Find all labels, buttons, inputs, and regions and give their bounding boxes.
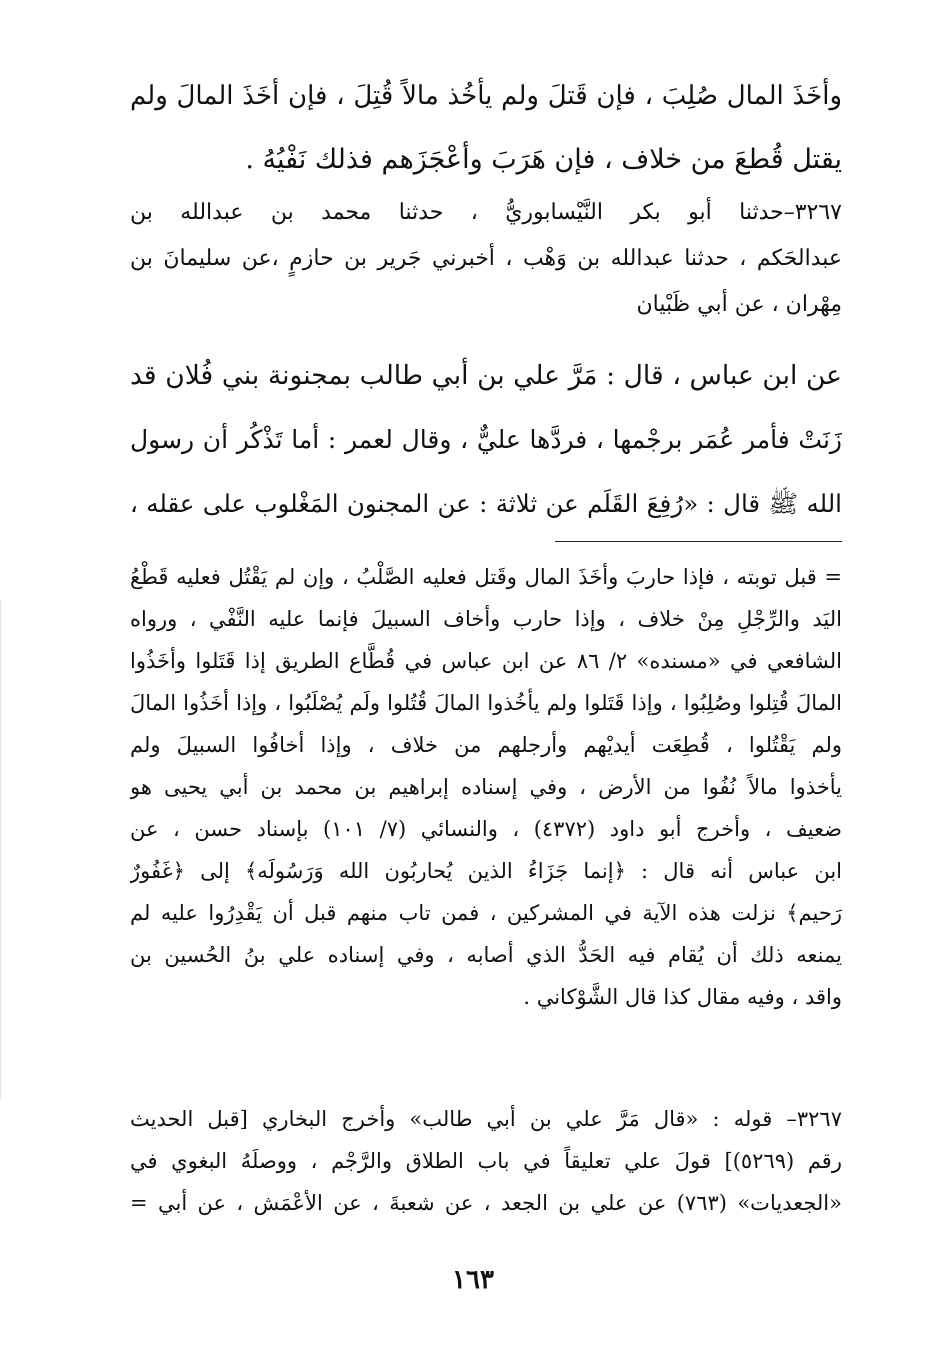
footnote-line: ولم يَقْتُلوا ، قُطِعَت أيديْهم وأرجلهم من خلاف ، وإذا أخافُوا السبيلَ ولم	[130, 733, 842, 757]
footnote-3267	[130, 1098, 842, 1224]
isnad-line: ٣٢٦٧–حدثنا أبو بكر النَّيْسابوريُّ ، حدثنا محمد بن عبدالله بن	[130, 200, 842, 225]
isnad-line: مِهْران ، عن أبي ظَبْيان	[636, 292, 842, 317]
footnote-line: رقم (٥٢٦٩)] قولَ علي تعليقاً في باب الطلاق والرَّجْم ، ووصلَهُ البغوي في	[130, 1149, 842, 1173]
footnotes	[130, 556, 842, 1018]
footnote-line: الشافعي في «مسنده» ٢/ ٨٦ عن ابن عباس في قُطَّاع الطريق إذا قَتَلوا وأخَذُوا	[130, 649, 842, 673]
footnote-line: يأخذوا مالاً نُفُوا من الأرض ، وفي إسناده إبراهيم بن محمد بن أبي يحيى هو	[130, 775, 842, 799]
matn-line: زَنَتْ فأمر عُمَر برجْمها ، فردَّها عليٌّ ، وقال لعمر : أما تَذْكُر أن رسول	[130, 425, 842, 454]
footnote-line: يمنعه ذلك أن يُقام فيه الحَدُّ الذي أصابه ، وفي إسناده علي بنُ الحُسين بن	[130, 943, 842, 967]
footnote-line: = قبل توبته ، فإذا حاربَ وأخَذَ المال وقَتل فعليه الصَّلْبُ ، وإن لم يَقْتُل فعليه قَطْعُ	[130, 565, 842, 589]
hadith-matn	[130, 344, 842, 536]
footnote-line: ٣٢٦٧– قوله : «قال مَرَّ علي بن أبي طالب» وأخرج البخاري [قبل الحديث	[130, 1107, 842, 1131]
footnote-line: «الجعديات» (٧٦٣) عن علي بن الجعد ، عن شعبةَ ، عن الأعْمَش ، عن أبي =	[130, 1191, 842, 1215]
main-text	[130, 64, 842, 192]
main-line: وأخَذَ المال صُلِبَ ، فإن قَتلَ ولم يأخُذ مالاً قُتِلَ ، فإن أخَذَ المالَ ولم	[130, 81, 842, 111]
main-line: يقتل قُطعَ من خلاف ، فإن هَرَبَ وأعْجَزَهم فذلك نَفْيُهُ .	[245, 144, 842, 175]
isnad-line: عبدالحَكم ، حدثنا عبدالله بن وَهْب ، أخبرني جَرير بن حازمٍ ،عن سليمانَ بن	[130, 246, 842, 271]
footnote-line: ضعيف ، وأخرج أبو داود (٤٣٧٢) ، والنسائي (٧/ ١٠١) بإسناد حسن ، عن	[130, 817, 842, 841]
footnote-line: ابن عباس أنه قال : ﴿إنما جَزَاءُ الذين يُحاربُون الله وَرَسُولَه﴾ إلى ﴿غَفُورٌ	[130, 859, 842, 883]
hadith-isnad	[130, 190, 842, 328]
footnote-separator	[555, 541, 842, 542]
page-number: ١٦٣	[452, 1265, 494, 1295]
matn-line: الله ﷺ قال : «رُفِعَ القَلَم عن ثلاثة : عن المجنون المَغْلوب على عقله ،	[130, 489, 842, 518]
footnote-line: رَحيم﴾ نزلت هذه الآية في المشركين ، فمن تاب منهم قبل أن يَقْدِرُوا عليه لم	[130, 901, 842, 925]
matn-line: عن ابن عباس ، قال : مَرَّ علي بن أبي طالب بمجنونة بني فُلان قد	[130, 360, 842, 391]
footnote-line: واقد ، وفيه مقال كذا قال الشَّوْكاني .	[523, 985, 842, 1009]
footnote-line: المالَ قُتِلوا وصُلِبُوا ، وإذا قَتَلوا ولم يأخُذوا المالَ قُتُلوا ولَم يُصْلَبُوا ، وإذا أخَذُوا المالَ	[130, 691, 842, 715]
scan-edge	[0, 600, 1, 1100]
footnote-line: اليَد والرِّجْلِ مِنْ خلاف ، وإذا حارب وأخاف السبيلَ فإنما عليه النَّفْي ، ورواه	[130, 607, 842, 631]
